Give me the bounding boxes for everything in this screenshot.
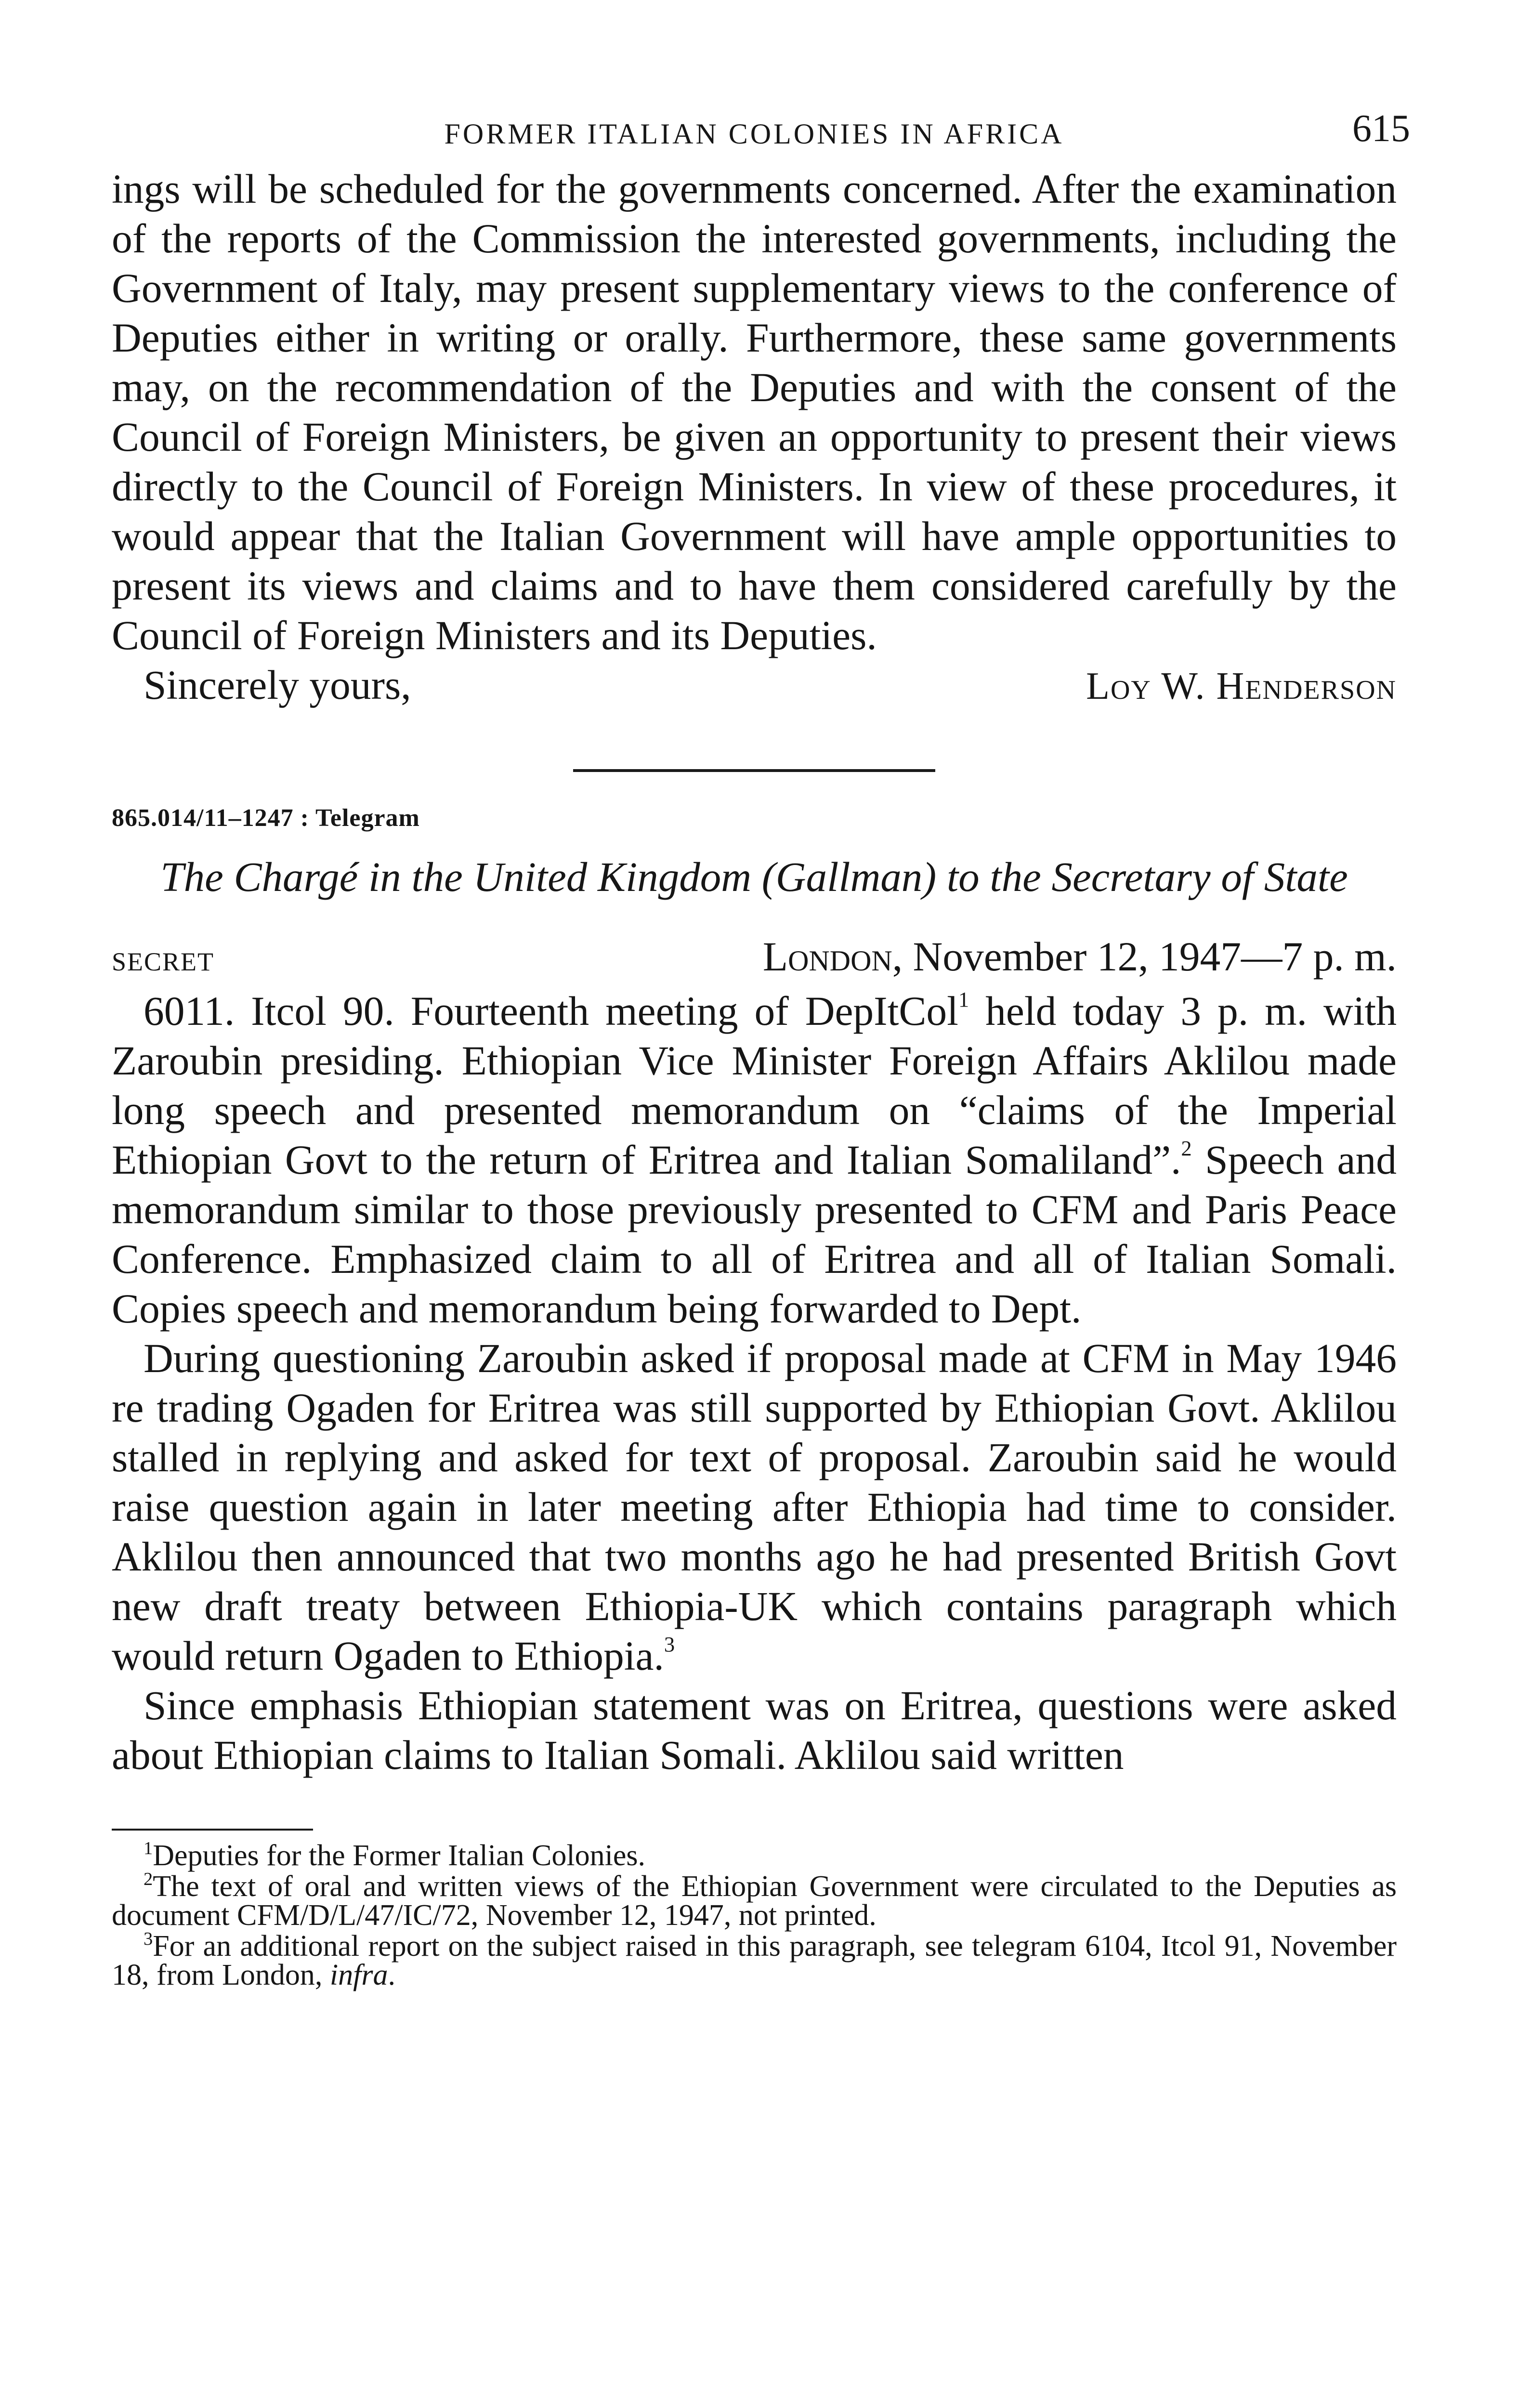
footnote-mark: 3 bbox=[144, 1928, 153, 1949]
telegram-paragraph-2-text: During questioning Zaroubin asked if proposal made at CFM in May 1946 re trading Ogaden for Eritrea was still supported by Ethiopian Govt. Aklilou stalled in replying and asked for text of proposal. Zaroubin said he would raise question again in later meeting after Ethiopia had time to consider. Aklilou then announced that two months ago he had presented British Govt new draft treaty between Ethiopia-UK which contains paragraph which would return Ogaden to Ethiopia. bbox=[112, 1336, 1397, 1679]
dateline-row bbox=[112, 932, 1397, 987]
letter-continuation: ings will be scheduled for the governments concerned. After the examination of the reports of the Commission the interested governments, including the Government of Italy, may present supplementary views to the conference of Deputies either in writing or orally. Furthermore, these same governments may, on the recommendation of the Deputies and with the consent of the Council of Foreign Ministers, be given an opportunity to present their views directly to the Council of Foreign Ministers. In view of these procedures, it would appear that the Italian Government will have ample opportunities to present its views and claims and to have them considered carefully by the Council of Foreign Ministers and its Deputies. bbox=[112, 167, 1397, 658]
telegram-paragraph-1-text: Speech and memorandum similar to those previously presented to CFM and Paris Peace Conference. Emphasized claim to all of Eritrea and all of Italian Somali. Copies speech and memorandum being forwarded to Dept. bbox=[112, 1138, 1397, 1332]
footnote-mark: 1 bbox=[144, 1838, 153, 1858]
telegram-body bbox=[112, 987, 1397, 1780]
footnote-reference-2[interactable]: 2 bbox=[1181, 1136, 1192, 1161]
running-head bbox=[112, 107, 1410, 165]
page-number: 615 bbox=[1352, 107, 1410, 150]
dateline bbox=[763, 932, 1397, 982]
telegram-paragraph-3: Since emphasis Ethiopian statement was on Eritrea, questions were asked about Ethiopian claims to Italian Somali. Aklilou said written bbox=[112, 1683, 1397, 1778]
running-title: FORMER ITALIAN COLONIES IN AFRICA bbox=[444, 118, 1064, 150]
document-page bbox=[112, 107, 1410, 1991]
letter-closing-row bbox=[112, 661, 1397, 711]
footnote-text: For an additional report on the subject raised in this paragraph, see telegram 6104, Itcol 91, November 18, from London, bbox=[112, 1930, 1397, 1991]
footnote-reference-1[interactable]: 1 bbox=[958, 987, 969, 1012]
dateline-city: London bbox=[762, 934, 892, 980]
footnote-text: . bbox=[388, 1959, 395, 1991]
footnotes bbox=[112, 1838, 1397, 1991]
letter-body bbox=[112, 165, 1397, 661]
telegram-paragraph-1-text: held today 3 p. m. with Zaroubin presiding. Ethiopian Vice Minister Foreign Affairs Aklilou made long speech and presented memorandum on “claims of the Imperial Ethiopian Govt to the return of Eritrea and Italian Somaliland”. bbox=[112, 989, 1397, 1183]
footnote-italic-ref: infra bbox=[329, 1959, 388, 1991]
document-title: The Chargé in the United Kingdom (Gallman) to the Secretary of State bbox=[160, 853, 1348, 900]
footnote-divider bbox=[112, 1829, 313, 1831]
letter-closing: Sincerely yours, bbox=[144, 663, 411, 708]
footnote-1 bbox=[112, 1838, 1397, 1872]
dateline-date: , November 12, 1947—7 p. m. bbox=[892, 934, 1397, 980]
footnote-mark: 2 bbox=[144, 1869, 153, 1889]
telegram-paragraph-1 bbox=[112, 987, 1397, 1334]
letter-signature: Loy W. Henderson bbox=[1086, 665, 1397, 707]
file-reference: 865.014/11–1247 : Telegram bbox=[112, 804, 420, 832]
telegram-paragraph-2 bbox=[112, 1334, 1397, 1681]
telegram-paragraph-1-text: 6011. Itcol 90. Fourteenth meeting of DepItCol bbox=[144, 989, 958, 1034]
classification: SECRET bbox=[112, 947, 215, 976]
footnote-3 bbox=[112, 1928, 1397, 1991]
footnote-2 bbox=[112, 1869, 1397, 1932]
footnote-text: The text of oral and written views of the Ethiopian Government were circulated to the Deputies as document CFM/D/L/47/IC/72, November 12, 1947, not printed. bbox=[112, 1870, 1397, 1932]
section-divider bbox=[573, 769, 935, 772]
footnote-text: Deputies for the Former Italian Colonies. bbox=[153, 1839, 645, 1872]
footnote-reference-3[interactable]: 3 bbox=[664, 1632, 675, 1657]
